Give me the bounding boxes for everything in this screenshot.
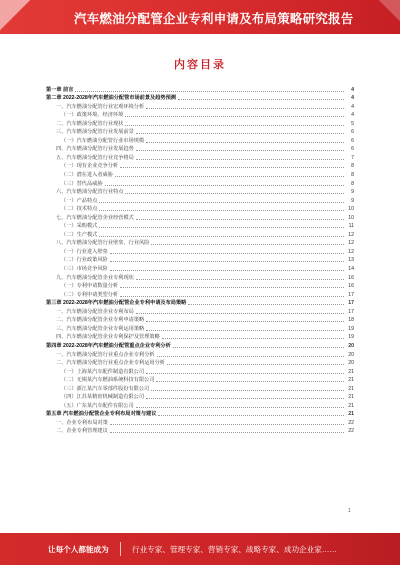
header-banner bbox=[0, 0, 400, 34]
toc-leader-dots bbox=[178, 99, 344, 100]
toc-entry-page: 21 bbox=[348, 411, 354, 418]
table-of-contents bbox=[46, 84, 354, 434]
toc-entry-text: （一）现有企业竞争分析 bbox=[61, 163, 119, 170]
toc-leader-dots bbox=[146, 398, 344, 399]
toc-entry-page: 9 bbox=[351, 189, 354, 196]
toc-entry-text: 第二章 2022-2028年汽车燃油分配管市场前景及趋势预测 bbox=[46, 95, 176, 102]
toc-entry-page: 14 bbox=[348, 266, 354, 273]
toc-entry[interactable] bbox=[46, 178, 354, 187]
toc-entry-page: 4 bbox=[351, 112, 354, 119]
toc-leader-dots bbox=[158, 415, 344, 416]
toc-entry-text: （一）产品特点 bbox=[61, 197, 98, 204]
toc-entry-page: 21 bbox=[348, 377, 354, 384]
footer-divider bbox=[120, 542, 121, 556]
toc-entry-text: 三、汽车燃油分配管企业专利运用策略 bbox=[56, 325, 145, 332]
toc-entry[interactable] bbox=[46, 281, 354, 290]
toc-entry-text: 一、汽车燃油分配管行业重点企业专利分析 bbox=[56, 351, 155, 358]
toc-entry-page: 18 bbox=[348, 317, 354, 324]
toc-entry-page: 19 bbox=[348, 325, 354, 332]
toc-entry-text: （五）广东某汽车配件有限公司 bbox=[61, 402, 134, 409]
toc-entry[interactable] bbox=[46, 306, 354, 315]
toc-entry-text: 一、企业专利布局对策 bbox=[56, 419, 108, 426]
toc-leader-dots bbox=[146, 108, 344, 109]
toc-leader-dots bbox=[136, 159, 344, 160]
toc-entry-page: 4 bbox=[351, 95, 354, 102]
toc-entry-text: 一、汽车燃油分配管行业宏观环境分析 bbox=[56, 103, 145, 110]
toc-entry[interactable] bbox=[46, 84, 354, 93]
toc-entry-text: （一）采购模式 bbox=[61, 223, 98, 230]
toc-entry-page: 17 bbox=[348, 291, 354, 298]
toc-leader-dots bbox=[136, 150, 344, 151]
toc-leader-dots bbox=[120, 287, 344, 288]
toc-entry-text: （二）生产模式 bbox=[61, 231, 98, 238]
toc-entry[interactable] bbox=[46, 392, 354, 401]
toc-entry[interactable] bbox=[46, 127, 354, 136]
toc-entry-page: 9 bbox=[351, 197, 354, 204]
toc-leader-dots bbox=[151, 244, 344, 245]
toc-entry[interactable] bbox=[46, 238, 354, 247]
toc-entry-text: （三）浙江某汽车零部件股份有限公司 bbox=[61, 385, 150, 392]
toc-entry[interactable] bbox=[46, 375, 354, 384]
toc-entry[interactable] bbox=[46, 135, 354, 144]
toc-leader-dots bbox=[151, 390, 344, 391]
toc-entry-text: （一）汽车燃油分配管行业市场规模 bbox=[61, 137, 145, 144]
toc-entry[interactable] bbox=[46, 229, 354, 238]
toc-entry-page: 4 bbox=[351, 103, 354, 110]
toc-leader-dots bbox=[115, 176, 344, 177]
toc-entry-text: 七、汽车燃油分配管企业经营模式 bbox=[56, 214, 134, 221]
toc-entry[interactable] bbox=[46, 144, 354, 153]
toc-entry-page: 13 bbox=[348, 257, 354, 264]
toc-entry-text: 五、汽车燃油分配管行业竞争格局 bbox=[56, 154, 134, 161]
toc-leader-dots bbox=[146, 142, 344, 143]
toc-entry[interactable] bbox=[46, 204, 354, 213]
toc-entry-page: 17 bbox=[348, 300, 354, 307]
toc-leader-dots bbox=[99, 236, 344, 237]
toc-entry-text: （一）上海某汽车配件制造有限公司 bbox=[61, 368, 145, 375]
toc-leader-dots bbox=[120, 296, 344, 297]
toc-entry[interactable] bbox=[46, 315, 354, 324]
toc-entry-text: （三）市场竞争风险 bbox=[61, 266, 108, 273]
toc-entry-page: 7 bbox=[351, 154, 354, 161]
report-title: 汽车燃油分配管企业专利申请及布局策略研究报告 bbox=[74, 12, 354, 26]
toc-leader-dots bbox=[157, 356, 344, 357]
toc-entry-text: （三）替代品威胁 bbox=[61, 180, 103, 187]
toc-entry-page: 21 bbox=[348, 402, 354, 409]
toc-entry[interactable] bbox=[46, 340, 354, 349]
toc-entry-page: 8 bbox=[351, 180, 354, 187]
toc-leader-dots bbox=[136, 133, 344, 134]
toc-entry[interactable] bbox=[46, 383, 354, 392]
toc-entry-text: 二、汽车燃油分配管行业重点企业专利运用分析 bbox=[56, 360, 165, 367]
toc-entry[interactable] bbox=[46, 263, 354, 272]
toc-leader-dots bbox=[136, 219, 344, 220]
toc-entry-page: 8 bbox=[351, 163, 354, 170]
toc-entry-page: 16 bbox=[348, 274, 354, 281]
toc-leader-dots bbox=[120, 167, 344, 168]
toc-leader-dots bbox=[136, 407, 344, 408]
toc-entry[interactable] bbox=[46, 417, 354, 426]
toc-entry-page: 12 bbox=[348, 248, 354, 255]
toc-leader-dots bbox=[146, 321, 344, 322]
toc-entry[interactable] bbox=[46, 409, 354, 418]
toc-entry[interactable] bbox=[46, 255, 354, 264]
footer-banner bbox=[0, 533, 400, 565]
toc-entry[interactable] bbox=[46, 212, 354, 221]
toc-entry-text: （二）技术特点 bbox=[61, 206, 98, 213]
toc-leader-dots bbox=[99, 227, 344, 228]
toc-leader-dots bbox=[110, 424, 344, 425]
toc-heading: 内容目录 bbox=[174, 59, 226, 71]
toc-leader-dots bbox=[162, 338, 344, 339]
toc-entry[interactable] bbox=[46, 118, 354, 127]
toc-entry-text: （二）行业政策风险 bbox=[61, 257, 108, 264]
toc-entry-page: 11 bbox=[348, 223, 354, 230]
toc-leader-dots bbox=[125, 125, 344, 126]
toc-leader-dots bbox=[173, 347, 344, 348]
toc-entry-text: （四）江苏某精密机械制造有限公司 bbox=[61, 394, 145, 401]
toc-entry[interactable] bbox=[46, 93, 354, 102]
footer-slogan: 让每个人都能成为 bbox=[48, 545, 109, 554]
toc-leader-dots bbox=[99, 210, 344, 211]
toc-entry-page: 8 bbox=[351, 172, 354, 179]
toc-leader-dots bbox=[110, 432, 344, 433]
toc-entry-text: 第一章 前言 bbox=[46, 86, 74, 93]
toc-entry[interactable] bbox=[46, 366, 354, 375]
toc-entry-text: （一）政策环境、经济环境 bbox=[61, 112, 124, 119]
toc-leader-dots bbox=[110, 253, 344, 254]
toc-entry-page: 12 bbox=[348, 240, 354, 247]
toc-leader-dots bbox=[110, 261, 344, 262]
toc-entry-page: 12 bbox=[348, 231, 354, 238]
toc-entry-page: 10 bbox=[348, 214, 354, 221]
toc-entry-text: 二、汽车燃油分配管行业现状 bbox=[56, 120, 124, 127]
footer-roles: 行业专家、管理专家、营销专家、战略专家、成功企业家…… bbox=[132, 545, 338, 554]
toc-leader-dots bbox=[136, 313, 344, 314]
toc-entry[interactable] bbox=[46, 110, 354, 119]
toc-entry[interactable] bbox=[46, 152, 354, 161]
toc-leader-dots bbox=[110, 270, 344, 271]
toc-entry[interactable] bbox=[46, 101, 354, 110]
toc-entry-page: 10 bbox=[348, 206, 354, 213]
toc-entry-text: 二、汽车燃油分配管企业专利申请策略 bbox=[56, 317, 145, 324]
toc-leader-dots bbox=[156, 381, 344, 382]
toc-entry-page: 19 bbox=[348, 334, 354, 341]
toc-entry-text: 一、汽车燃油分配管企业专利布局 bbox=[56, 308, 134, 315]
toc-entry[interactable] bbox=[46, 323, 354, 332]
toc-entry-page: 21 bbox=[348, 385, 354, 392]
toc-entry[interactable] bbox=[46, 195, 354, 204]
toc-entry-text: 二、企业专利管理建议 bbox=[56, 428, 108, 435]
toc-leader-dots bbox=[125, 116, 344, 117]
toc-leader-dots bbox=[146, 330, 344, 331]
toc-entry-text: 第四章 2022-2028年汽车燃油分配管重点企业专利分析 bbox=[46, 342, 171, 349]
toc-entry[interactable] bbox=[46, 400, 354, 409]
toc-leader-dots bbox=[99, 202, 344, 203]
toc-entry-text: 四、汽车燃油分配管企业专利保护及管理策略 bbox=[56, 334, 160, 341]
toc-entry-page: 17 bbox=[348, 308, 354, 315]
toc-leader-dots bbox=[136, 279, 344, 280]
page-number: 1 bbox=[348, 508, 351, 514]
toc-entry-text: （二）潜在进入者威胁 bbox=[61, 172, 113, 179]
toc-entry[interactable] bbox=[46, 349, 354, 358]
toc-entry-text: 九、汽车燃油分配管企业专利现状 bbox=[56, 274, 134, 281]
toc-entry[interactable] bbox=[46, 169, 354, 178]
toc-entry-text: （一）专利申请数量分析 bbox=[61, 283, 119, 290]
toc-entry-page: 6 bbox=[351, 129, 354, 136]
toc-entry-page: 20 bbox=[348, 360, 354, 367]
toc-entry-text: 六、汽车燃油分配管行业特点 bbox=[56, 189, 124, 196]
toc-entry[interactable] bbox=[46, 289, 354, 298]
toc-entry[interactable] bbox=[46, 161, 354, 170]
toc-entry-text: 四、汽车燃油分配管行业发展趋势 bbox=[56, 146, 134, 153]
toc-entry-page: 22 bbox=[348, 428, 354, 435]
toc-entry-page: 20 bbox=[348, 342, 354, 349]
toc-leader-dots bbox=[146, 373, 344, 374]
toc-entry[interactable] bbox=[46, 298, 354, 307]
toc-entry-text: 八、汽车燃油分配管行业壁垒、行业风险 bbox=[56, 240, 150, 247]
toc-entry[interactable] bbox=[46, 358, 354, 367]
toc-leader-dots bbox=[105, 185, 344, 186]
toc-entry-text: 第三章 2022-2028年汽车燃油分配管企业专利申请及布局策略 bbox=[46, 300, 187, 307]
toc-entry[interactable] bbox=[46, 332, 354, 341]
toc-entry-text: （一）行业进入壁垒 bbox=[61, 248, 108, 255]
toc-entry[interactable] bbox=[46, 272, 354, 281]
toc-entry-text: （二）专利申请类型分析 bbox=[61, 291, 119, 298]
toc-entry-page: 16 bbox=[348, 283, 354, 290]
toc-entry[interactable] bbox=[46, 246, 354, 255]
toc-entry-page: 20 bbox=[348, 351, 354, 358]
toc-entry-page: 22 bbox=[348, 419, 354, 426]
toc-leader-dots bbox=[75, 91, 344, 92]
toc-entry[interactable] bbox=[46, 426, 354, 435]
toc-entry-page: 21 bbox=[348, 368, 354, 375]
toc-leader-dots bbox=[188, 304, 344, 305]
toc-entry-page: 21 bbox=[348, 394, 354, 401]
toc-entry-page: 6 bbox=[351, 146, 354, 153]
toc-entry-page: 5 bbox=[351, 120, 354, 127]
toc-entry-page: 6 bbox=[351, 137, 354, 144]
toc-entry[interactable] bbox=[46, 221, 354, 230]
toc-leader-dots bbox=[167, 364, 344, 365]
toc-leader-dots bbox=[125, 193, 344, 194]
toc-entry-text: 三、汽车燃油分配管行业发展前景 bbox=[56, 129, 134, 136]
toc-entry-text: （二）无锡某汽车燃油系统科技有限公司 bbox=[61, 377, 155, 384]
toc-entry-text: 第五章 汽车燃油分配管企业专利布局对策与建议 bbox=[46, 411, 157, 418]
toc-entry[interactable] bbox=[46, 187, 354, 196]
toc-entry-page: 4 bbox=[351, 86, 354, 93]
